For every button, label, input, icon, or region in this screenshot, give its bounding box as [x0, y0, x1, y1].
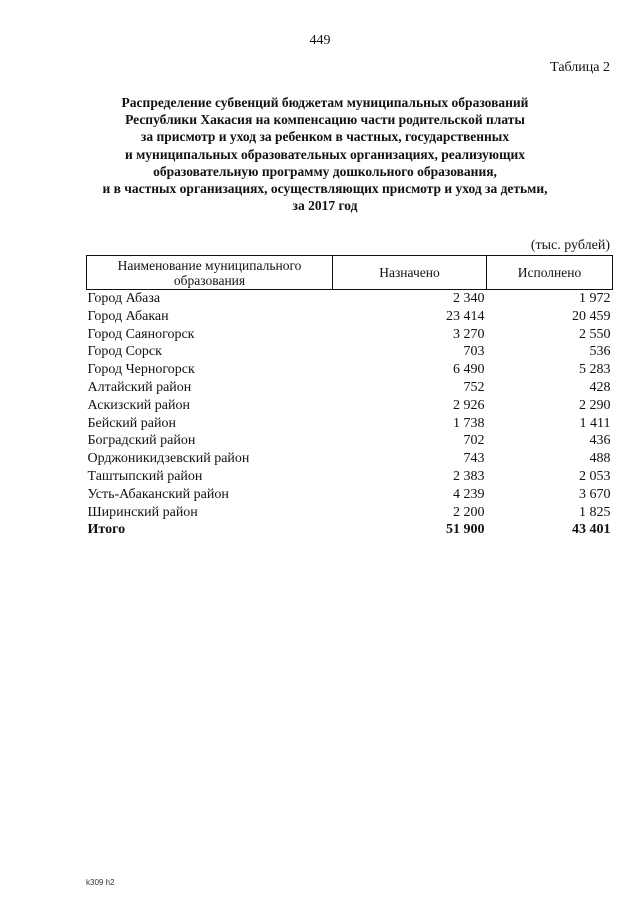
- row-executed: 20 459: [572, 308, 611, 324]
- table-row: [87, 397, 613, 415]
- row-assigned: 2 926: [453, 397, 485, 413]
- row-assigned: 23 414: [446, 308, 485, 324]
- total-assigned: 51 900: [446, 522, 485, 538]
- row-municipality: Бейский район: [87, 415, 176, 431]
- row-executed: 1 972: [579, 291, 611, 306]
- row-municipality: Аскизский район: [87, 397, 190, 413]
- title-line: образовательную программу дошкольного образования,: [153, 163, 497, 179]
- title-line: за присмотр и уход за ребенком в частных, государственных: [140, 129, 510, 145]
- table-row: [87, 343, 613, 361]
- table-row: [87, 486, 613, 504]
- total-label: Итого: [87, 522, 126, 538]
- row-municipality: Город Сорск: [87, 344, 162, 360]
- column-header-executed: Исполнено: [487, 256, 613, 290]
- title-line: за 2017 год: [292, 198, 358, 214]
- table-row: [87, 326, 613, 344]
- table-row: [87, 308, 613, 326]
- footer-code: k309 h2: [86, 878, 115, 887]
- row-municipality: Город Черногорск: [87, 362, 195, 378]
- row-assigned: 743: [463, 451, 485, 467]
- row-executed: 5 283: [579, 362, 611, 378]
- row-assigned: 3 270: [453, 326, 485, 342]
- table-row: [87, 450, 613, 468]
- document-title: [60, 94, 590, 214]
- row-municipality: Ширинский район: [87, 504, 198, 520]
- row-assigned: 1 738: [453, 415, 485, 431]
- row-municipality: Боградский район: [87, 433, 196, 449]
- row-assigned: 2 340: [453, 291, 485, 306]
- row-assigned: 4 239: [453, 486, 485, 502]
- row-executed: 2 053: [579, 468, 611, 484]
- row-municipality: Орджоникидзевский район: [87, 451, 250, 467]
- row-assigned: 702: [463, 433, 485, 449]
- row-assigned: 752: [463, 379, 485, 395]
- row-municipality: Усть-Абаканский район: [87, 486, 229, 502]
- row-executed: 2 290: [579, 397, 611, 413]
- table-row: [87, 468, 613, 486]
- row-assigned: 2 383: [453, 468, 485, 484]
- title-line: Распределение субвенций бюджетам муниципальных образований: [121, 95, 529, 110]
- row-executed: 1 825: [579, 504, 611, 520]
- table-label: Таблица 2: [550, 60, 610, 75]
- row-municipality: Город Абаза: [87, 291, 161, 306]
- table-total-row: [87, 521, 613, 539]
- units-note: (тыс. рублей): [530, 238, 610, 253]
- row-executed: 488: [589, 451, 611, 467]
- row-executed: 428: [589, 379, 611, 395]
- row-executed: 536: [589, 344, 611, 360]
- table-row: [87, 432, 613, 450]
- table-header-row: [87, 256, 613, 290]
- title-line: и в частных организациях, осуществляющих присмотр и уход за детьми,: [102, 181, 548, 197]
- column-header-assigned: Назначено: [333, 256, 487, 290]
- row-executed: 2 550: [579, 326, 611, 342]
- row-municipality: Алтайский район: [87, 379, 192, 395]
- row-executed: 1 411: [579, 415, 611, 431]
- row-executed: 436: [589, 433, 611, 449]
- title-line: и муниципальных образовательных организациях, реализующих: [124, 146, 526, 162]
- row-municipality: Город Абакан: [87, 308, 169, 324]
- row-municipality: Таштыпский район: [87, 468, 203, 484]
- title-line: Республики Хакасия на компенсацию части родительской платы: [125, 112, 525, 128]
- column-header-municipality: Наименование муниципального образования: [87, 256, 333, 290]
- table-row: [87, 415, 613, 433]
- row-municipality: Город Саяногорск: [87, 326, 195, 342]
- table-row: [87, 504, 613, 522]
- total-executed: 43 401: [572, 522, 611, 538]
- row-assigned: 703: [463, 344, 485, 360]
- row-executed: 3 670: [579, 486, 611, 502]
- table-row: [87, 379, 613, 397]
- row-assigned: 2 200: [453, 504, 485, 520]
- table-row: [87, 290, 613, 308]
- row-assigned: 6 490: [453, 362, 485, 378]
- page-number: 449: [309, 33, 331, 48]
- subsidy-table: [86, 255, 613, 539]
- table-row: [87, 361, 613, 379]
